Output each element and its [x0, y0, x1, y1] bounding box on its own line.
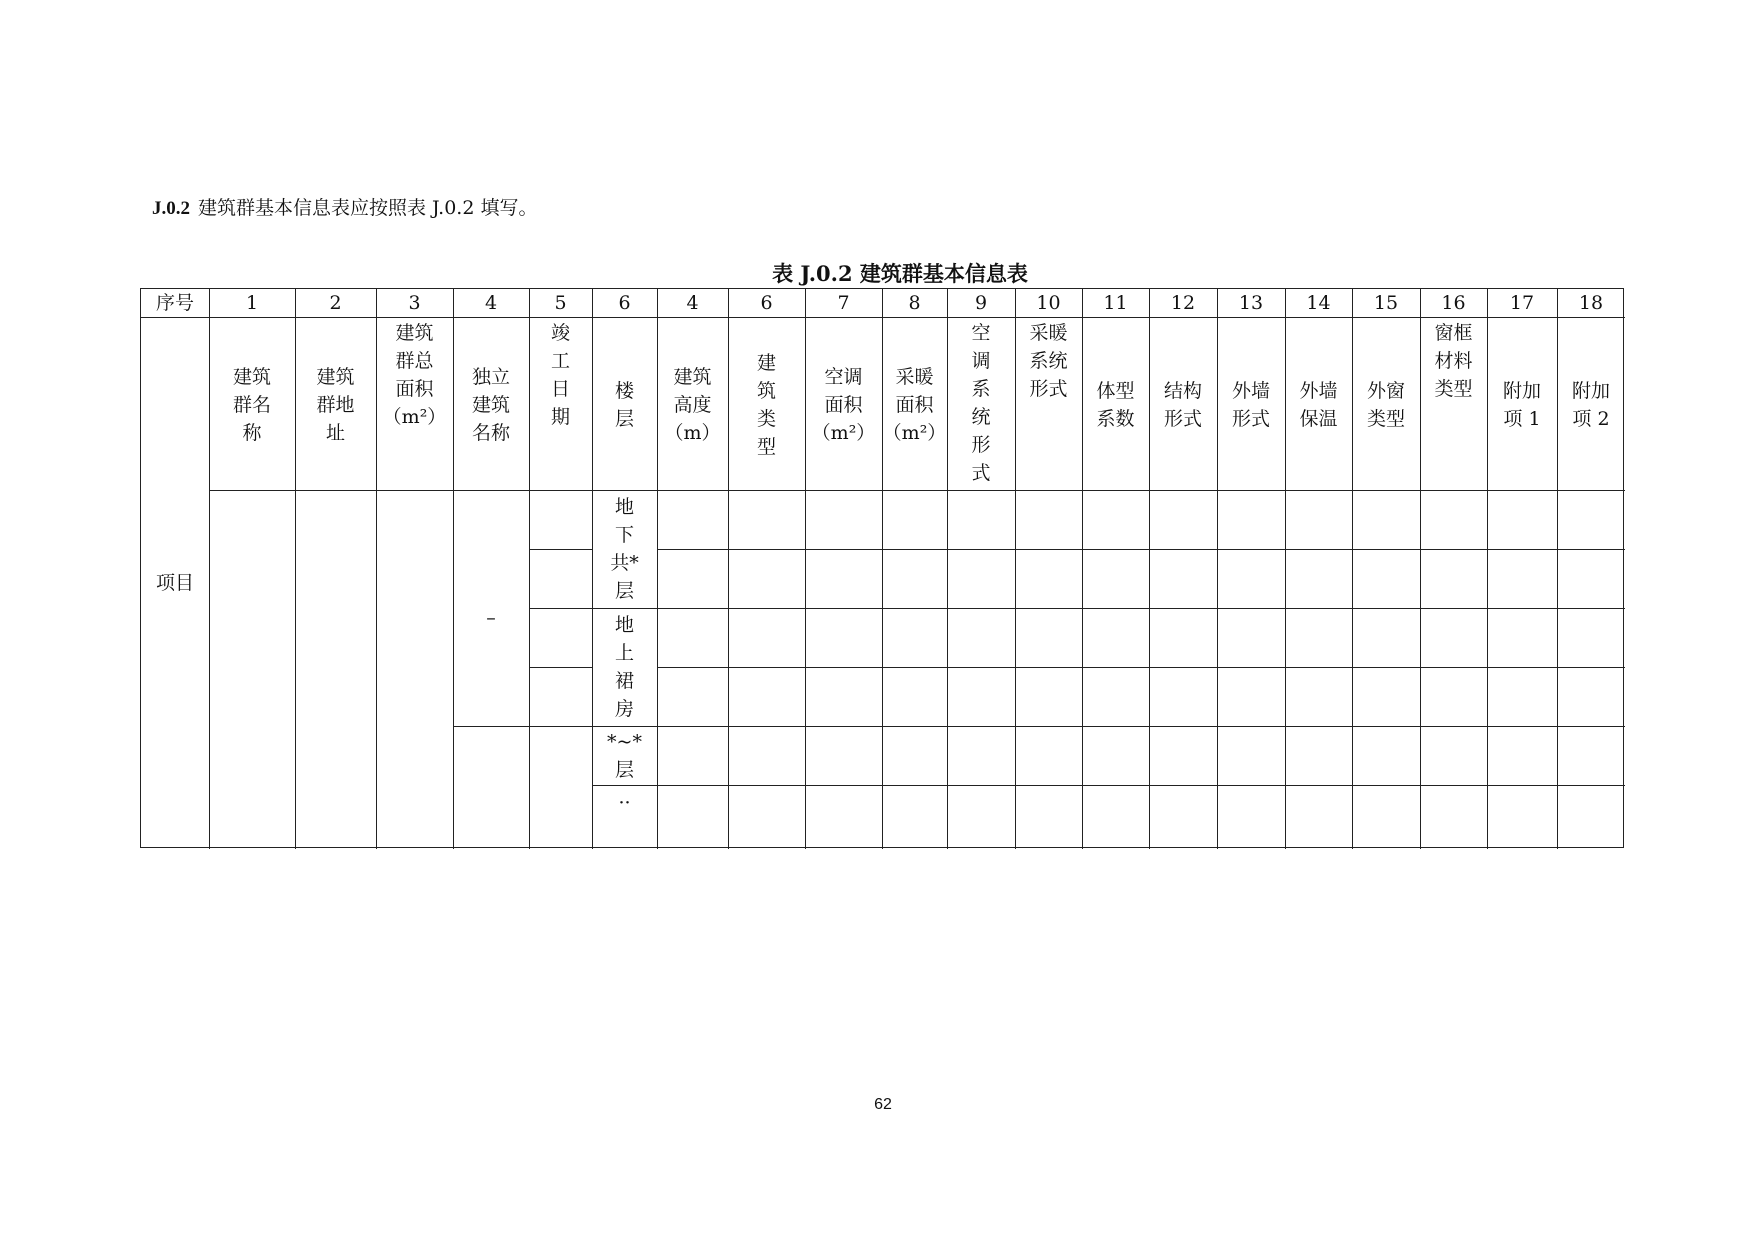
column-label: 采暖 面积 （m²）	[882, 365, 947, 444]
column-label: 建筑 群地 址	[316, 365, 355, 444]
header-divider	[141, 317, 1625, 318]
clause-body: 建筑群基本信息表应按照表 J.0.2 填写。	[198, 197, 538, 219]
column-label: 窗框 材料 类型	[1434, 322, 1473, 400]
clause-number: J.0.2	[152, 198, 190, 219]
column-number: 8	[908, 292, 921, 314]
column-label: 楼 层	[614, 379, 634, 430]
column-number: 6	[618, 292, 631, 314]
column-label: 外墙 形式	[1231, 379, 1270, 430]
floor-underground: 地 下 共* 层	[610, 496, 639, 602]
date-row-divider	[529, 608, 592, 609]
column-label: 结构 形式	[1163, 379, 1202, 430]
floor-podium: 地 上 裙 房	[614, 614, 634, 720]
floor-more: ··	[618, 792, 631, 814]
column-number: 2	[329, 292, 342, 314]
page-number: 62	[874, 1096, 892, 1113]
floor-range: *~* 层	[607, 730, 642, 781]
column-number: 5	[554, 292, 567, 314]
column-label: 外墙 保温	[1299, 379, 1338, 430]
column-number: 17	[1509, 292, 1535, 314]
column-number: 4	[484, 292, 498, 314]
column-number: 3	[408, 292, 421, 314]
column-label: 建筑 高度 （m）	[664, 365, 721, 444]
row-divider	[657, 667, 1625, 668]
building-group-info-table	[140, 288, 1624, 848]
date-row-divider	[529, 549, 592, 550]
table-caption: 表 J.0.2 建筑群基本信息表	[772, 261, 1028, 286]
column-label: 建 筑 类 型	[756, 351, 776, 458]
date-row-divider	[529, 726, 592, 727]
row-divider	[657, 785, 1625, 786]
column-number: 6	[760, 292, 773, 314]
column-label: 外窗 类型	[1366, 379, 1405, 430]
column-number: 16	[1441, 292, 1466, 314]
column-label: 附加 项 1	[1502, 379, 1541, 430]
seq-header: 序号	[155, 292, 194, 314]
column-number: 13	[1238, 292, 1264, 314]
row-divider	[657, 726, 1625, 727]
column-number: 11	[1103, 292, 1128, 314]
column-number: 1	[245, 292, 259, 314]
column-number: 14	[1306, 292, 1331, 314]
column-label: 竣 工 日 期	[550, 322, 570, 428]
column-number: 18	[1578, 292, 1604, 314]
date-row-divider	[529, 667, 592, 668]
building-name-dash: –	[486, 607, 496, 629]
column-label: 采暖 系统 形式	[1029, 322, 1068, 400]
column-label: 空调 面积 （m²）	[811, 365, 876, 444]
column-number: 7	[837, 292, 850, 314]
column-label: 附加 项 2	[1571, 379, 1610, 430]
row-divider	[657, 549, 1625, 550]
item-label: 项目	[155, 572, 194, 594]
column-number: 9	[974, 292, 988, 314]
column-number: 10	[1036, 292, 1061, 314]
column-label: 独立 建筑 名称	[471, 365, 510, 444]
column-number: 12	[1170, 292, 1196, 314]
clause-text	[152, 193, 537, 220]
column-number: 15	[1373, 292, 1399, 314]
column-label: 空 调 系 统 形 式	[971, 322, 991, 484]
column-label: 体型 系数	[1096, 379, 1135, 430]
column-label: 建筑 群总 面积 （m²）	[382, 322, 447, 428]
label-divider	[209, 490, 1625, 491]
column-label: 建筑 群名 称	[232, 365, 271, 444]
row-divider	[657, 608, 1625, 609]
column-number: 4	[686, 292, 699, 314]
